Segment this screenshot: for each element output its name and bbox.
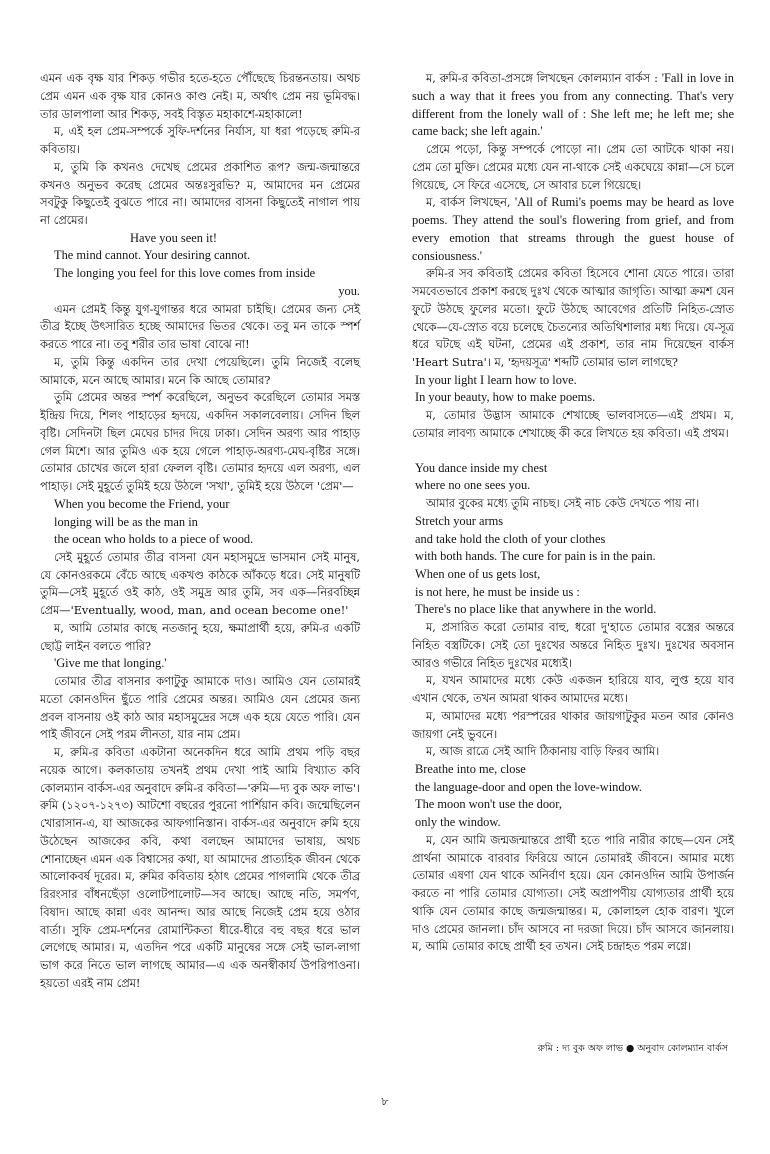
source-credit: রুমি : দ্য বুক অফ লাভ ● অনুবাদ কোলম্যান বার্কস (537, 1043, 728, 1054)
paragraph: সেই মুহূর্তে তোমার তীব্র বাসনা যেন মহাসমুদ্রে ভাসমান সেই মানুষ, যে কোনওরকমে বেঁচে আছে একখণ্ড কাঠকে আঁকড়ে ধরে। সেই মানুষটি তুমি—সেই মুহূর্তে ওই কাঠ, ওই সমুদ্র আর তুমি, সব এক—নিরবচ্ছিন্ন প্রেম—'Eventually, wood, man, and ocean become one!' (40, 550, 360, 618)
paragraph: তোমার তীব্র বাসনার কণাটুকু আমাকে দাও। আমিও যেন তোমারই মতো কোনওদিন ছুঁতে পারি প্রেমের অন্তর। আমিও যেন প্রেমের জন্য প্রবল বাসনায় ওই কাঠ আর মহাসমুদ্রের সঙ্গে এক হয়ে যেতে পারি। যেন পাই জীবনে সেই পরম লীনতা, যার নাম প্রেম। (40, 675, 360, 742)
poem-quote (412, 513, 734, 619)
poem-line: only the window. (415, 815, 501, 830)
paragraph: ম, আমি তোমার কাছে নতজানু হয়ে, ক্ষমাপ্রার্থী হয়ে, রুমি-র একটি ছোট্ট লাইন বলতে পারি? (40, 621, 360, 653)
poem-line: longing will be as the man in (54, 514, 198, 529)
page-number: ৮ (381, 1095, 389, 1108)
poem-line: Stretch your arms (415, 513, 504, 528)
poem-line: In your light I learn how to love. (415, 372, 577, 387)
quote-english: 'Fall in love in such a way that it frees you from any connecting. That's very different from the lonely wall of : She left me; he left me; she came back; she left again.' (412, 71, 734, 139)
poem-line: the ocean who holds to a piece of wood. (54, 532, 254, 547)
paragraph: 'Give me that longing.' (54, 656, 167, 671)
poem-line: When one of us gets lost, (415, 566, 541, 581)
left-column (40, 70, 360, 993)
poem-line: the language-door and open the love-window. (415, 779, 642, 794)
paragraph: ম, তুমি কিন্তু একদিন তার দেখা পেয়েছিলে। তুমি নিজেই বলেছ আমাকে, মনে আছে আমার। মনে কি আছে তোমার? (40, 355, 360, 387)
poem-line: The longing you feel for this love comes from inside (54, 266, 316, 281)
poem-line: where no one sees you. (415, 478, 531, 493)
paragraph: রুমি-র সব কবিতাই প্রেমের কবিতা হিসেবে শোনা যেতে পারে। তারা সমবেতভাবে প্রকাশ করছে দুঃখ থেকে আত্মার জাগৃতি। আত্মা ক্রমশ যেন ফুটে উঠছে ফুলের মতো। ফুটে উঠছে আবেগের প্রতিটি নিহিত-স্রোত থেকে—যে-স্রোত বয়ে চলেছে চৈতন্যের অতিথিশালার মধ্য দিয়ে। যে-সূত্র ধরে ঘটছে এই ঘটনা, প্রেমের এই প্রকাশ, তার নাম দিয়েছেন বার্কস 'Heart Sutra'। ম, 'হৃদয়সূত্র' শব্দটি তোমার ভাল লাগছে? (412, 267, 734, 369)
paragraph: ম, আজ রাত্রে সেই আদি ঠিকানায় বাড়ি ফিরব আমি। (426, 745, 660, 759)
poem-line: and take hold the cloth of your clothes (415, 531, 606, 546)
poem-line: you. (338, 283, 360, 298)
paragraph: ম, রুমি-র কবিতা একটানা অনেকদিন ধরে আমি প্রথম পড়ি বছর নয়েক আগে। কলকাতায় তখনই প্রথম দেখা পাই আমি বিখ্যাত কবি কোলম্যান বার্কস-এর অনুবাদে রুমি-র কবিতা—'রুমি—দ্য বুক অফ লাভ'। রুমি (১২০৭-১২৭৩) আটশো বছরের পুরনো পার্শিয়ান কবি। জন্মেছিলেন খোরাসান-এ, যা আজকের আফগানিস্তান। বার্কস-এর অনুবাদে রুমি হয়ে উঠেছেন আজকের কবি, কথা বলছেন আমাদের ভাষায়, অথচ শোনাচ্ছেন এমন এক বিশ্বাসের কথা, যা আমাদের প্রাত্যহিক জীবন থেকে আলোকবর্ষ দূরের। ম, রুমির কবিতায় হঠাৎ প্রেমের পাগলামি থেকে তীব্র রিরংসার বাঁধনছেঁড়া ওলোটপালোট—সব আছে। আছে নতি, সমর্পণ, বিষাদ। আছে কান্না এবং আনন্দ। আর আছে নিজেই প্রেম হয়ে ওঠার বার্তা। সুফি প্রেম-দর্শনের রোমান্টিকতা ধীরে-ধীরে বহু বছর ধরে ভাল লেগেছে আমার। ম, এতদিন পরে একটি মানুষের সঙ্গে সেই ভাল-লাগা ভাগ করে নিতে ভাল লাগছে আমার—এ এক অনস্বীকার্য উপরিপাওনা। হয়তো এরই নাম প্রেম! (40, 746, 361, 990)
paragraph: ম, যখন আমাদের মধ্যে কেউ একজন হারিয়ে যাব, লুপ্ত হয়ে যাব এখান থেকে, তখন আমরা থাকব আমাদের মধ্যে। (412, 674, 734, 706)
paragraph: তুমি প্রেমের অন্তর স্পর্শ করেছিলে, অনুভব করেছিলে তোমার সমস্ত ইন্দ্রিয় দিয়ে, শিলং পাহাড়ের হৃদয়ে, একদিন সকালবেলায়। সেদিন ছিল বৃষ্টি। সেদিনটা ছিল মেঘের চাদর দিয়ে ঢাকা। সেদিন অরণ্য আর পাহাড় গেল মিশে। আর তুমিও এক হয়ে গেলে পাহাড়-অরণ্য-মেঘ-বৃষ্টির সঙ্গে। তোমার চোখের জলে হারা ফেলল বৃষ্টি। তোমার হৃদয়ে এল অরণ্য, এল পাহাড়। সেই মুহূর্তে তুমিই হয়ে উঠলে 'সখা', তুমিই হয়ে উঠলে 'প্রেম'— (40, 391, 360, 494)
poem-line: with both hands. The cure for pain is in the pain. (415, 549, 656, 564)
poem-line: You dance inside my chest (415, 460, 548, 475)
poem-quote (412, 761, 734, 832)
poem-line: There's no place like that anywhere in the world. (415, 602, 657, 617)
poem-line: The mind cannot. Your desiring cannot. (54, 248, 251, 263)
poem-quote (412, 460, 734, 495)
paragraph: এমন এক বৃক্ষ যার শিকড় গভীর হতে-হতে পৌঁছেছে চিরন্তনতায়। অথচ প্রেম এমন এক বৃক্ষ যার কোনও কাণ্ড নেই। ম, অর্থাৎ প্রেম নয় ভূমিবদ্ধ। তার ডালপালা আর শিকড়, সবই বিস্তৃত মহাকাশে-মহাকালে! (40, 72, 360, 121)
paragraph: প্রেমে পড়ো, কিন্তু সম্পর্কে পোড়ো না। প্রেম তো আটকে থাকা নয়। প্রেম তো মুক্তি। প্রেমের মধ্যে যেন না-থাকে সেই একঘেয়ে কান্না—সে চলে গিয়েছে, সে ফিরে এসেছে, সে আবার চলে গিয়েছে। (412, 143, 734, 192)
poem-line: In your beauty, how to make poems. (415, 390, 596, 405)
paragraph-bengali: ম, রুমি-র কবিতা-প্রসঙ্গে লিখছেন কোলম্যান বার্কস : (426, 72, 658, 85)
poem-quote (412, 372, 734, 407)
poem-quote (40, 230, 360, 248)
quote-english: 'All of Rumi's poems may be heard as love poems. They attend the soul's flowering from grief, and from every emotion that streams through the guest house of consiousness.' (412, 195, 735, 263)
paragraph: এমন প্রেমই কিন্তু যুগ-যুগান্তর ধরে আমরা চাইছি। প্রেমের জন্য সেই তীব্র ইচ্ছে উৎসারিত হচ্ছে আমাদের ভিতর থেকে। তবু মন তাকে স্পর্শ করতে পারে না। তবু শরীর তার ভাষা বোঝে না! (40, 302, 360, 352)
poem-line: is not here, he must be inside us : (415, 584, 580, 599)
paragraph (412, 70, 734, 141)
paragraph: ম, এই হল প্রেম-সম্পর্কে সুফি-দর্শনের নির্যাস, যা ধরা পড়েছে রুমি-র কবিতায়। (40, 125, 360, 156)
poem-line: Have you seen it! (130, 230, 218, 245)
poem-quote (40, 247, 360, 300)
paragraph: ম, যেন আমি জন্মজন্মান্তরে প্রার্থী হতে পারি নারীর কাছে—যেন সেই প্রার্থনা আমাকে বারবার ফিরিয়ে আনে তোমারই জীবনে। আমার মধ্যে তোমার এষণা যেন থাকে অনির্বাণ হয়ে। যেন কোনওদিন আমি উপার্জন করতে না পারি তোমার যোগ্যতা। সেই অপ্রাপণীয় যোগ্যতার প্রার্থী হয়ে থাকি যেন তোমার কাছে জন্মজন্মান্তর। ম, কোলাহল হোক বারণ। খুলে দাও প্রেমের জানলা। চাঁদ আসবে না দরজা দিয়ে। চাঁদ আসবে জানলায়। ম, আমি তোমার কাছে প্রার্থী হব তখন। সেই চন্দ্রাহত পরম লগ্নে। (412, 833, 734, 954)
paragraph: ম, আমাদের মধ্যে পরস্পরের থাকার জায়গাটুকুর মতন আর কোনও জায়গা নেই ভুবনে। (412, 709, 734, 741)
paragraph: ম, তুমি কি কখনও দেখেছ প্রেমের প্রকাশিত রূপ? জন্ম-জন্মান্তরে কখনও অনুভব করেছ প্রেমের অন্তঃসুরভি? ম, আমাদের মন প্রেমের সবটুকু কিছুতেই বুঝতে পারে না। আমাদের বাসনা কিছুতেই নাগাল পায় না প্রেমের। (40, 160, 360, 227)
spacer (412, 443, 734, 460)
poem-line: When you become the Friend, your (54, 496, 230, 511)
poem-quote (40, 496, 360, 549)
paragraph: আমার বুকের মধ্যে তুমি নাচছ। সেই নাচ কেউ দেখতে পায় না। (426, 497, 700, 511)
poem-line: Breathe into me, close (415, 762, 526, 777)
paragraph: ম, তোমার উদ্ভাস আমাকে শেখাচ্ছে ভালবাসতে—এই প্রথম। ম, তোমার লাবণ্য আমাকে শেখাচ্ছে কী করে লিখতে হয় কবিতা। এই প্রথম। (412, 409, 734, 440)
paragraph: ম, প্রসারিত করো তোমার বাহু, ধরো দু'হাতে তোমার বস্ত্রের অন্তরে নিহিত বস্ত্রটিকে। সেই তো দুঃখের অন্তরে নিহিত দুঃখ। দুঃখের অবসান আরও গভীরে নিহিত দুঃখের মধ্যেই। (412, 621, 734, 670)
right-column (412, 70, 734, 956)
paragraph-bengali: ম, বার্কস লিখছেন, (426, 196, 511, 210)
poem-line: The moon won't use the door, (415, 797, 562, 812)
paragraph (412, 194, 734, 265)
